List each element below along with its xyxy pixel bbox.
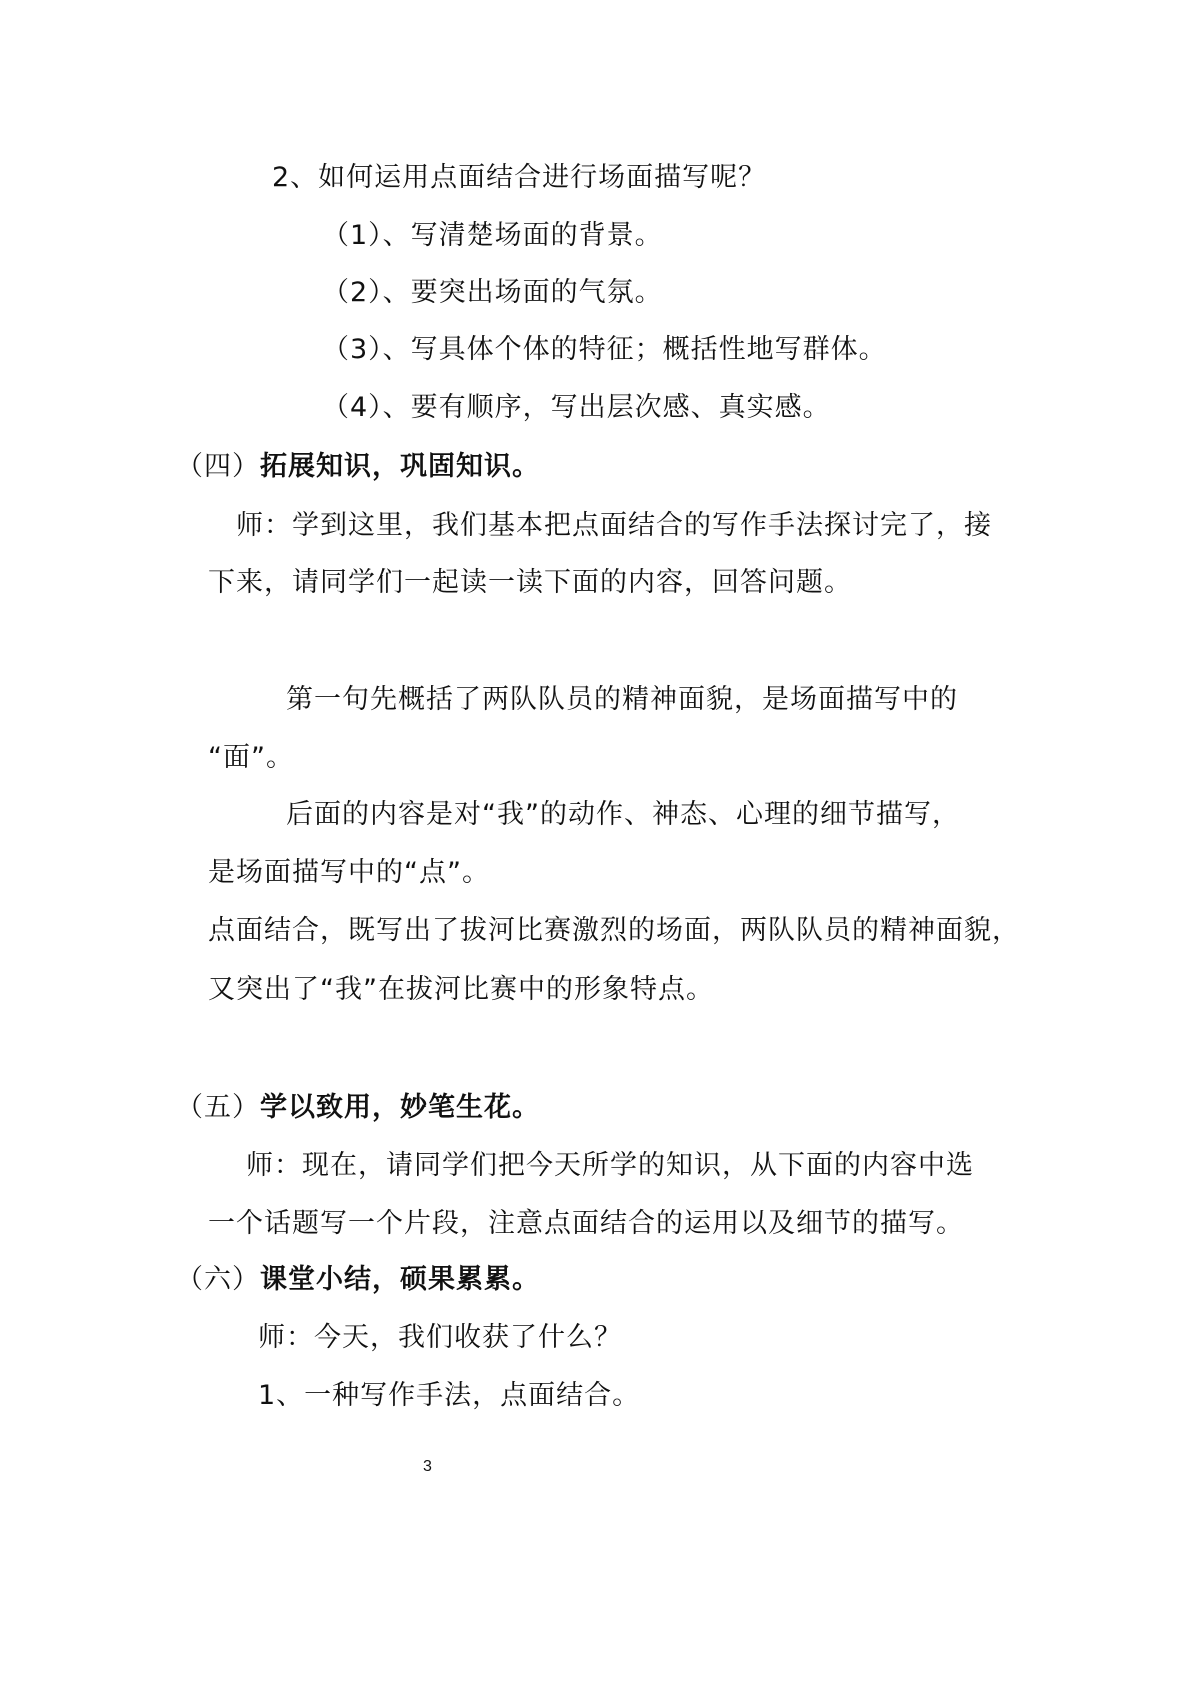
analysis-text-3: 后面的内容是对“我”的动作、神态、心理的细节描写， bbox=[286, 799, 960, 830]
section-5-title: 学以致用，妙笔生花。 bbox=[260, 1092, 540, 1123]
list-item-3: （3）、写具体个体的特征；概括性地写群体。 bbox=[322, 334, 887, 365]
section-4-heading bbox=[176, 449, 540, 485]
teacher-text-2a: 师：现在，请同学们把今天所学的知识，从下面的内容中选 bbox=[246, 1150, 974, 1181]
summary-item-1: 1、一种写作手法，点面结合。 bbox=[258, 1380, 641, 1411]
analysis-text-2: “面”。 bbox=[208, 742, 294, 773]
question-2: 2、如何运用点面结合进行场面描写呢？ bbox=[272, 162, 767, 193]
teacher-text-3: 师：今天，我们收获了什么？ bbox=[258, 1322, 622, 1353]
section-6-title: 课堂小结，硕果累累。 bbox=[260, 1264, 540, 1295]
page-number: 3 bbox=[423, 1458, 432, 1475]
section-4-title: 拓展知识，巩固知识。 bbox=[260, 451, 540, 482]
list-item-1: （1）、写清楚场面的背景。 bbox=[322, 220, 663, 251]
teacher-text-2b: 一个话题写一个片段，注意点面结合的运用以及细节的描写。 bbox=[208, 1208, 964, 1239]
teacher-text-1a: 师：学到这里，我们基本把点面结合的写作手法探讨完了，接 bbox=[236, 510, 992, 541]
list-item-4: （4）、要有顺序，写出层次感、真实感。 bbox=[322, 392, 831, 423]
section-5-heading bbox=[176, 1090, 540, 1126]
section-4-prefix: （四） bbox=[176, 451, 260, 482]
analysis-text-6: 又突出了“我”在拔河比赛中的形象特点。 bbox=[208, 974, 714, 1005]
section-6-prefix: （六） bbox=[176, 1264, 260, 1295]
analysis-text-1: 第一句先概括了两队队员的精神面貌，是场面描写中的 bbox=[286, 684, 958, 715]
section-5-prefix: （五） bbox=[176, 1092, 260, 1123]
analysis-text-5: 点面结合，既写出了拔河比赛激烈的场面，两队队员的精神面貌， bbox=[208, 915, 1020, 946]
analysis-text-4: 是场面描写中的“点”。 bbox=[208, 857, 490, 888]
teacher-text-1b: 下来，请同学们一起读一读下面的内容，回答问题。 bbox=[208, 567, 852, 598]
section-6-heading bbox=[176, 1262, 540, 1298]
list-item-2: （2）、要突出场面的气氛。 bbox=[322, 277, 663, 308]
